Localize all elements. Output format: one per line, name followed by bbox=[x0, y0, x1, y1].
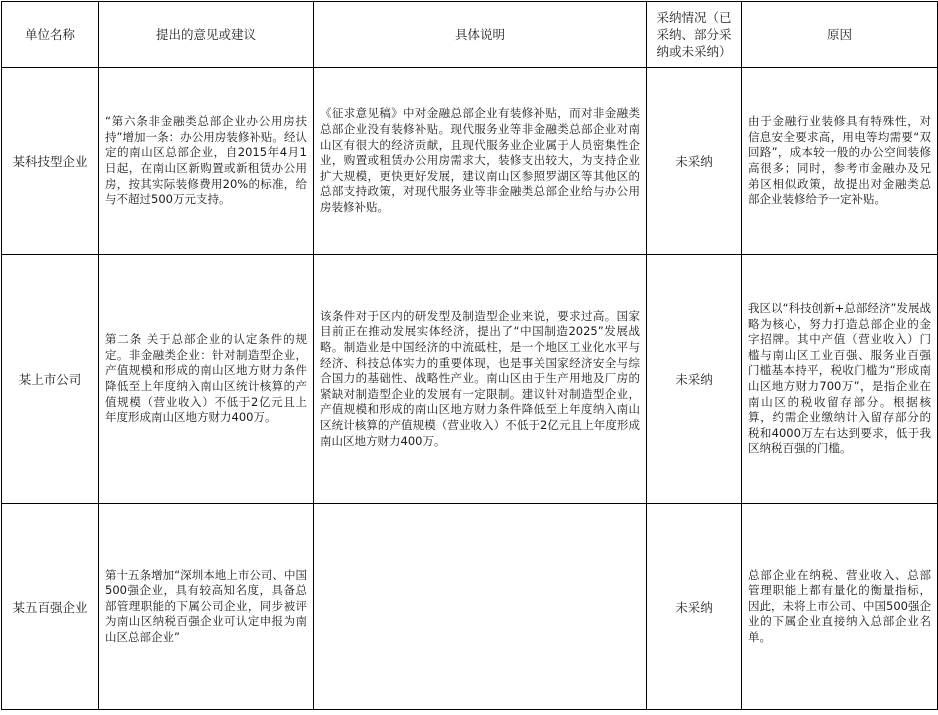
table-header-row bbox=[2, 2, 938, 68]
adoption-status-cell: 未采纳 bbox=[647, 504, 742, 710]
table-row bbox=[2, 255, 938, 504]
adoption-status-cell: 未采纳 bbox=[647, 68, 742, 255]
header-adoption-status: 采纳情况（已采纳、部分采纳或未采纳） bbox=[647, 2, 742, 68]
reason-cell: 总部企业在纳税、营业收入、总部管理职能上都有量化的衡量指标，因此，未将上市公司、中国500强企业的下属企业直接纳入总部企业名单。 bbox=[742, 504, 938, 710]
header-detail: 具体说明 bbox=[314, 2, 647, 68]
header-suggestion: 提出的意见或建议 bbox=[99, 2, 314, 68]
suggestion-cell: “第六条非金融类总部企业办公用房扶持”增加一条：办公用房装修补贴。经认定的南山区总部企业，自2015年4月1日起，在南山区新购置或新租赁办公用房，按其实际装修费用20%的标准，给与不超过500万元支持。 bbox=[99, 68, 314, 255]
unit-name-cell: 某上市公司 bbox=[2, 255, 99, 504]
header-reason: 原因 bbox=[742, 2, 938, 68]
unit-name-cell: 某科技型企业 bbox=[2, 68, 99, 255]
header-unit-name: 单位名称 bbox=[2, 2, 99, 68]
suggestion-cell: 第二条 关于总部企业的认定条件的规定。非金融类企业：针对制造型企业，产值规模和形成的南山区地方财力条件降低至上年度纳入南山区统计核算的产值规模（营业收入）不低于2亿元且上年度形成南山区地方财力400万。 bbox=[99, 255, 314, 504]
opinion-feedback-table bbox=[1, 1, 938, 710]
detail-cell: 《征求意见稿》中对金融总部企业有装修补贴，而对非金融类总部企业没有装修补贴。现代服务业等非金融类总部企业对南山区有很大的经济贡献，且现代服务业企业属于人员密集性企业，购置或租赁办公用房需求大，装修支出较大，为支持企业扩大规模，更快更好发展，建议南山区参照罗湖区等其他区的总部支持政策，对现代服务业等非金融类总部企业给与办公用房装修补贴。 bbox=[314, 68, 647, 255]
reason-cell: 我区以“科技创新+总部经济”发展战略为核心，努力打造总部企业的金字招牌。其中产值（营业收入）门槛与南山区工业百强、服务业百强门槛基本持平，税收门槛为“形成南山区地方财力700万”，是指企业在南山区的税收留存部分。根据核算，约需企业缴纳计入留存部分的税和4000万左右达到要求，低于我区纳税百强的门槛。 bbox=[742, 255, 938, 504]
detail-cell: 该条件对于区内的研发型及制造型企业来说，要求过高。国家目前正在推动发展实体经济，提出了“中国制造2025”发展战略。制造业是中国经济的中流砥柱，是一个地区工业化水平与经济、科技总体实力的重要体现，也是事关国家经济安全与综合国力的基础性、战略性产业。南山区由于生产用地及厂房的紧缺对制造型企业的发展有一定限制。建议针对制造型企业，产值规模和形成的南山区地方财力条件降低至上年度纳入南山区统计核算的产值规模（营业收入）不低于2亿元且上年度形成南山区地方财力400万。 bbox=[314, 255, 647, 504]
reason-cell: 由于金融行业装修具有特殊性，对信息安全要求高，用电等均需要“双回路”，成本较一般的办公空间装修高很多；同时，参考市金融办及兄弟区相似政策，故提出对金融类总部企业装修给予一定补贴。 bbox=[742, 68, 938, 255]
detail-cell bbox=[314, 504, 647, 710]
table-row bbox=[2, 68, 938, 255]
adoption-status-cell: 未采纳 bbox=[647, 255, 742, 504]
suggestion-cell: 第十五条增加“深圳本地上市公司、中国500强企业，具有较高知名度，具备总部管理职能的下属公司企业，同步被评为南山区纳税百强企业可认定申报为南山区总部企业” bbox=[99, 504, 314, 710]
table-row bbox=[2, 504, 938, 710]
unit-name-cell: 某五百强企业 bbox=[2, 504, 99, 710]
